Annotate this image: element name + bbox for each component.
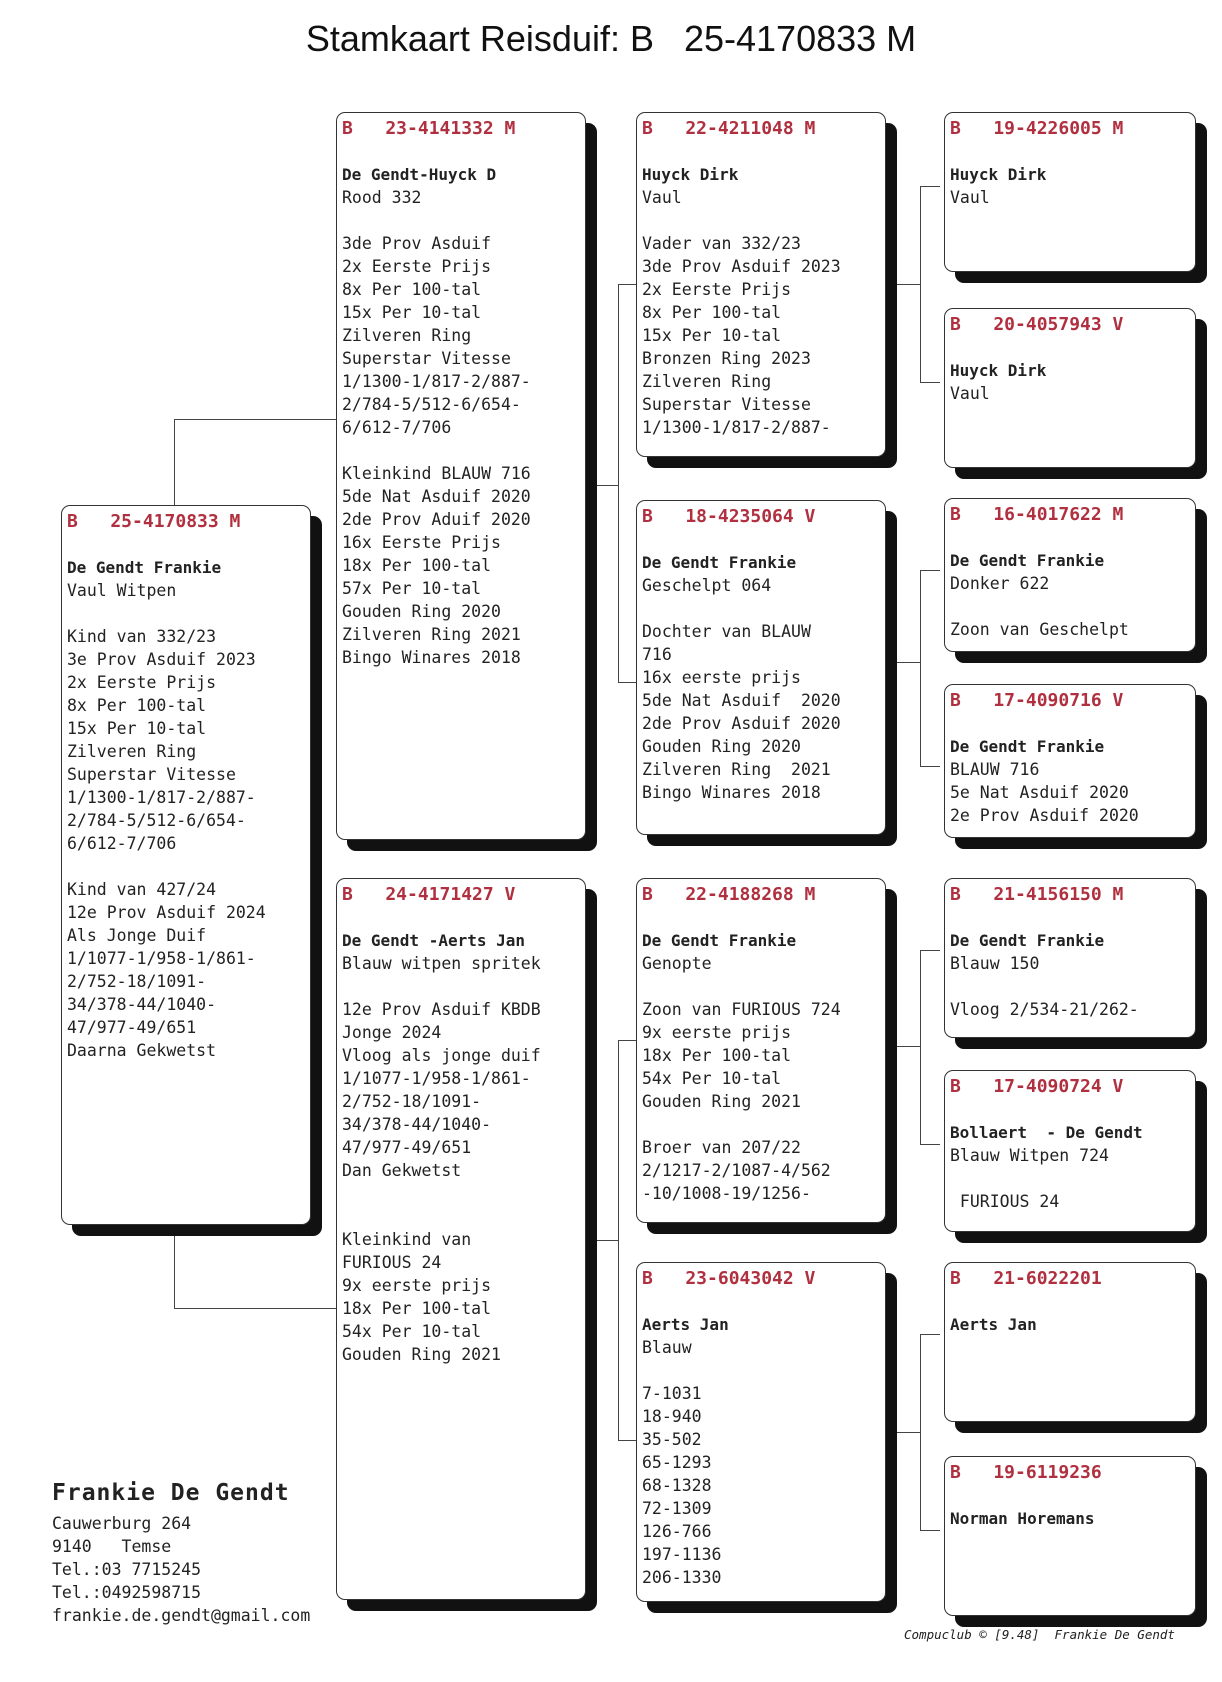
ring-number: B 17-4090716 V (950, 690, 1124, 711)
info-line: Vader van 332/23 (642, 234, 801, 253)
ring-number: B 22-4211048 M (642, 118, 816, 139)
owner-name: Aerts Jan (642, 1315, 729, 1334)
info-line: 47/977-49/651 (67, 1018, 197, 1037)
ring-number: B 24-4171427 V (342, 884, 516, 905)
info-line: 2x Eerste Prijs (642, 280, 792, 299)
pigeon-card-mm (636, 1262, 886, 1602)
info-line: Gouden Ring 2020 (342, 602, 501, 621)
connector-line (920, 570, 921, 766)
connector-line (920, 950, 921, 1144)
connector-line (174, 419, 338, 420)
connector-line (618, 1040, 619, 1440)
ring-number: B 21-6022201 (950, 1268, 1102, 1289)
pigeon-card-mmf (944, 1262, 1196, 1422)
info-line: Als Jonge Duif (67, 926, 207, 945)
pigeon-card-mff (944, 878, 1196, 1038)
breeder-email[interactable]: frankie.de.gendt@gmail.com (52, 1606, 311, 1625)
connector-line (590, 1240, 618, 1241)
ring-number: B 22-4188268 M (642, 884, 816, 905)
pigeon-color: Genopte (642, 954, 712, 973)
info-line: -10/1008-19/1256- (642, 1184, 811, 1203)
pigeon-color: Vaul (950, 188, 990, 207)
connector-line (920, 950, 940, 951)
info-line: 12e Prov Asduif 2024 (67, 903, 266, 922)
page-title: Stamkaart Reisduif: B 25-4170833 M (305, 18, 917, 59)
info-line (950, 1167, 1190, 1190)
info-line: 2x Eerste Prijs (67, 673, 217, 692)
info-line (342, 439, 580, 462)
pigeon-card-mf (636, 878, 886, 1223)
owner-name: Aerts Jan (950, 1315, 1037, 1334)
info-line: Zilveren Ring (342, 326, 472, 345)
pigeon-card-fmm (944, 684, 1196, 838)
info-line: 16x eerste prijs (642, 668, 801, 687)
pigeon-card-fmf (944, 498, 1196, 652)
owner-name: De Gendt Frankie (950, 551, 1105, 570)
pigeon-card-mmm (944, 1456, 1196, 1616)
info-line: 1/1300-1/817-2/887- (67, 788, 256, 807)
pigeon-color: Blauw witpen spritek (342, 954, 541, 973)
pigeon-color: Vaul (642, 188, 682, 207)
pigeon-card-main (61, 505, 311, 1225)
info-line: Kind van 427/24 (67, 880, 217, 899)
info-line: Kleinkind van (342, 1230, 472, 1249)
info-line: 5de Nat Asduif 2020 (642, 691, 841, 710)
info-line (642, 975, 880, 998)
connector-line (618, 284, 636, 285)
info-line: 2e Prov Asduif 2020 (950, 806, 1139, 825)
info-line: 15x Per 10-tal (342, 303, 482, 322)
footer-credit: Compuclub © [9.48] Frankie De Gendt (904, 1627, 1175, 1642)
owner-name: Huyck Dirk (642, 165, 739, 184)
info-line: Dan Gekwetst (342, 1161, 462, 1180)
info-line: Daarna Gekwetst (67, 1041, 217, 1060)
connector-line (920, 570, 940, 571)
info-line: 47/977-49/651 (342, 1138, 472, 1157)
info-line (642, 1113, 880, 1136)
owner-name: De Gendt Frankie (950, 737, 1105, 756)
info-line: 206-1330 (642, 1568, 722, 1587)
connector-line (892, 1046, 920, 1047)
info-line: 12e Prov Asduif KBDB (342, 1000, 541, 1019)
info-line: 34/378-44/1040- (342, 1115, 492, 1134)
info-line: 18x Per 100-tal (642, 1046, 792, 1065)
pigeon-color: Geschelpt 064 (642, 576, 772, 595)
info-line: 2/1217-2/1087-4/562 (642, 1161, 831, 1180)
pigeon-color: Vaul Witpen (67, 581, 177, 600)
connector-line (892, 284, 920, 285)
ring-number: B 20-4057943 V (950, 314, 1124, 335)
pigeon-card-mfm (944, 1070, 1196, 1232)
info-line: FURIOUS 24 (950, 1192, 1060, 1211)
connector-line (174, 419, 175, 512)
connector-line (590, 485, 618, 486)
owner-name: Huyck Dirk (950, 361, 1047, 380)
connector-line (174, 1308, 338, 1309)
info-line: 8x Per 100-tal (642, 303, 782, 322)
info-line: Gouden Ring 2021 (342, 1345, 501, 1364)
pigeon-card-mother (336, 878, 586, 1600)
ring-number: B 16-4017622 M (950, 504, 1124, 525)
info-line: 197-1136 (642, 1545, 722, 1564)
info-line: 6/612-7/706 (67, 834, 177, 853)
owner-name: De Gendt Frankie (642, 931, 797, 950)
info-line: 5e Nat Asduif 2020 (950, 783, 1129, 802)
ring-number: B 25-4170833 M (67, 511, 241, 532)
connector-line (618, 284, 619, 682)
info-line: 2/784-5/512-6/654- (342, 395, 521, 414)
info-line: 18-940 (642, 1407, 702, 1426)
info-line: Zilveren Ring 2021 (342, 625, 521, 644)
info-line: Gouden Ring 2021 (642, 1092, 801, 1111)
connector-line (892, 1432, 920, 1433)
info-line: Vloog als jonge duif (342, 1046, 541, 1065)
info-line: 65-1293 (642, 1453, 712, 1472)
owner-name: De Gendt-Huyck D (342, 165, 497, 184)
ring-number: B 23-4141332 M (342, 118, 516, 139)
ring-number: B 17-4090724 V (950, 1076, 1124, 1097)
owner-name: Norman Horemans (950, 1509, 1095, 1528)
owner-name: De Gendt Frankie (67, 558, 222, 577)
info-line: 18x Per 100-tal (342, 556, 492, 575)
connector-line (920, 1334, 940, 1335)
info-line: 9x eerste prijs (642, 1023, 792, 1042)
info-line: Zilveren Ring (67, 742, 197, 761)
info-line (342, 1182, 580, 1205)
owner-name: Bollaert - De Gendt (950, 1123, 1143, 1142)
info-line: 1/1300-1/817-2/887- (642, 418, 831, 437)
info-line: Dochter van BLAUW (642, 622, 811, 641)
info-line: Bingo Winares 2018 (642, 783, 821, 802)
info-line: 1/1300-1/817-2/887- (342, 372, 531, 391)
info-line (950, 975, 1190, 998)
info-line: Superstar Vitesse (642, 395, 811, 414)
info-line: 126-766 (642, 1522, 712, 1541)
info-line: Zilveren Ring (642, 372, 772, 391)
ring-number: B 19-6119236 (950, 1462, 1102, 1483)
info-line: 9x eerste prijs (342, 1276, 492, 1295)
pigeon-card-fm (636, 500, 886, 835)
info-line (342, 975, 580, 998)
info-line: 34/378-44/1040- (67, 995, 217, 1014)
info-line: Vloog 2/534-21/262- (950, 1000, 1139, 1019)
connector-line (892, 662, 920, 663)
info-line (67, 602, 305, 625)
owner-name: De Gendt -Aerts Jan (342, 931, 526, 950)
info-line: 68-1328 (642, 1476, 712, 1495)
info-line: Zoon van FURIOUS 724 (642, 1000, 841, 1019)
info-line: 7-1031 (642, 1384, 702, 1403)
info-line: FURIOUS 24 (342, 1253, 442, 1272)
info-line: 5de Nat Asduif 2020 (342, 487, 531, 506)
connector-line (174, 1230, 175, 1308)
info-line: 54x Per 10-tal (342, 1322, 482, 1341)
pigeon-card-father (336, 112, 586, 840)
breeder-mobile: Tel.:0492598715 (52, 1583, 202, 1602)
pigeon-color: Blauw Witpen 724 (950, 1146, 1109, 1165)
ring-number: B 23-6043042 V (642, 1268, 816, 1289)
connector-line (920, 186, 921, 382)
info-line: 3de Prov Asduif (342, 234, 492, 253)
pigeon-color: Blauw (642, 1338, 692, 1357)
info-line: Superstar Vitesse (67, 765, 236, 784)
connector-line (618, 1040, 636, 1041)
info-line: Zoon van Geschelpt (950, 620, 1129, 639)
info-line (950, 595, 1190, 618)
info-line: 2de Prov Aduif 2020 (342, 510, 531, 529)
info-line: 2/784-5/512-6/654- (67, 811, 246, 830)
pigeon-color: Donker 622 (950, 574, 1050, 593)
connector-line (920, 766, 940, 767)
pigeon-color: Blauw 150 (950, 954, 1040, 973)
info-line: 35-502 (642, 1430, 702, 1449)
pigeon-card-ff (636, 112, 886, 457)
info-line: 2/752-18/1091- (67, 972, 207, 991)
breeder-address: Cauwerburg 264 (52, 1514, 192, 1533)
ring-number: B 21-4156150 M (950, 884, 1124, 905)
info-line: Kind van 332/23 (67, 627, 217, 646)
info-line: 2x Eerste Prijs (342, 257, 492, 276)
info-line (342, 209, 580, 232)
info-line: 6/612-7/706 (342, 418, 452, 437)
info-line (642, 209, 880, 232)
breeder-phone: Tel.:03 7715245 (52, 1560, 202, 1579)
info-line: 1/1077-1/958-1/861- (67, 949, 256, 968)
info-line: 2/752-18/1091- (342, 1092, 482, 1111)
info-line (642, 597, 880, 620)
info-line: 15x Per 10-tal (67, 719, 207, 738)
info-line: 8x Per 100-tal (67, 696, 207, 715)
connector-line (920, 1334, 921, 1530)
info-line: Bingo Winares 2018 (342, 648, 521, 667)
info-line: 57x Per 10-tal (342, 579, 482, 598)
info-line: 3e Prov Asduif 2023 (67, 650, 256, 669)
info-line: Superstar Vitesse (342, 349, 511, 368)
info-line (67, 855, 305, 878)
pigeon-color: Vaul (950, 384, 990, 403)
info-line: Zilveren Ring 2021 (642, 760, 831, 779)
info-line: Broer van 207/22 (642, 1138, 801, 1157)
info-line (642, 1359, 880, 1382)
breeder-city: 9140 Temse (52, 1537, 172, 1556)
ring-number: B 18-4235064 V (642, 506, 816, 527)
info-line (342, 1205, 580, 1228)
info-line: 2de Prov Asduif 2020 (642, 714, 841, 733)
owner-name: De Gendt Frankie (950, 931, 1105, 950)
info-line: 16x Eerste Prijs (342, 533, 501, 552)
info-line: Jonge 2024 (342, 1023, 442, 1042)
info-line: 15x Per 10-tal (642, 326, 782, 345)
connector-line (618, 1440, 636, 1441)
pigeon-card-fff (944, 112, 1196, 272)
info-line: Kleinkind BLAUW 716 (342, 464, 531, 483)
info-line: Bronzen Ring 2023 (642, 349, 811, 368)
info-line: Gouden Ring 2020 (642, 737, 801, 756)
info-line: 72-1309 (642, 1499, 712, 1518)
pigeon-color: BLAUW 716 (950, 760, 1040, 779)
pigeon-card-ffm (944, 308, 1196, 468)
connector-line (920, 382, 940, 383)
info-line: 3de Prov Asduif 2023 (642, 257, 841, 276)
pigeon-color: Rood 332 (342, 188, 422, 207)
connector-line (618, 682, 636, 683)
owner-name: Huyck Dirk (950, 165, 1047, 184)
info-line: 54x Per 10-tal (642, 1069, 782, 1088)
info-line: 716 (642, 645, 672, 664)
breeder-name: Frankie De Gendt (52, 1480, 290, 1506)
connector-line (920, 1530, 940, 1531)
info-line: 1/1077-1/958-1/861- (342, 1069, 531, 1088)
info-line: 18x Per 100-tal (342, 1299, 492, 1318)
owner-name: De Gendt Frankie (642, 553, 797, 572)
info-line: 8x Per 100-tal (342, 280, 482, 299)
connector-line (920, 186, 940, 187)
connector-line (920, 1144, 940, 1145)
ring-number: B 19-4226005 M (950, 118, 1124, 139)
